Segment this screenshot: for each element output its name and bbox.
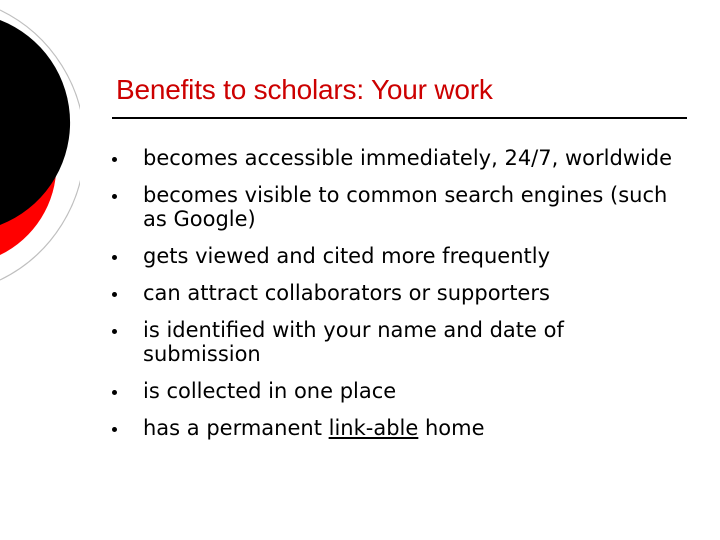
bullet-icon [112,157,117,162]
bullet-item [108,146,688,170]
slide-title: Benefits to scholars: Your work [116,74,493,105]
bullet-icon [112,390,117,395]
bullet-item [108,281,688,305]
bullet-text-after: home [418,416,485,440]
bullet-icon [112,194,117,199]
bullet-item [108,318,688,366]
bullet-text: becomes accessible immediately, 24/7, worldwide [143,146,673,170]
bullet-icon [112,255,117,260]
bullet-text: is identified with your name and date of submission [143,318,564,366]
bullet-icon [112,292,117,297]
underlined-word: link-able [328,416,419,440]
black-circle-segment [0,20,70,225]
bullet-item [108,183,688,231]
bullet-icon [112,329,117,334]
bullet-item [108,379,688,403]
bullet-item [108,244,688,268]
bullet-icon [112,427,117,432]
bullet-list [108,146,688,453]
bullet-text-before: has a permanent [143,416,329,440]
bullet-text: can attract collaborators or supporters [143,281,550,305]
bullet-text: becomes visible to common search engines (such as Google) [143,183,668,231]
bullet-item [108,416,688,440]
bullet-text: is collected in one place [143,379,397,403]
bullet-text: gets viewed and cited more frequently [143,244,551,268]
decorative-circles [0,0,80,290]
title-divider [112,117,687,119]
